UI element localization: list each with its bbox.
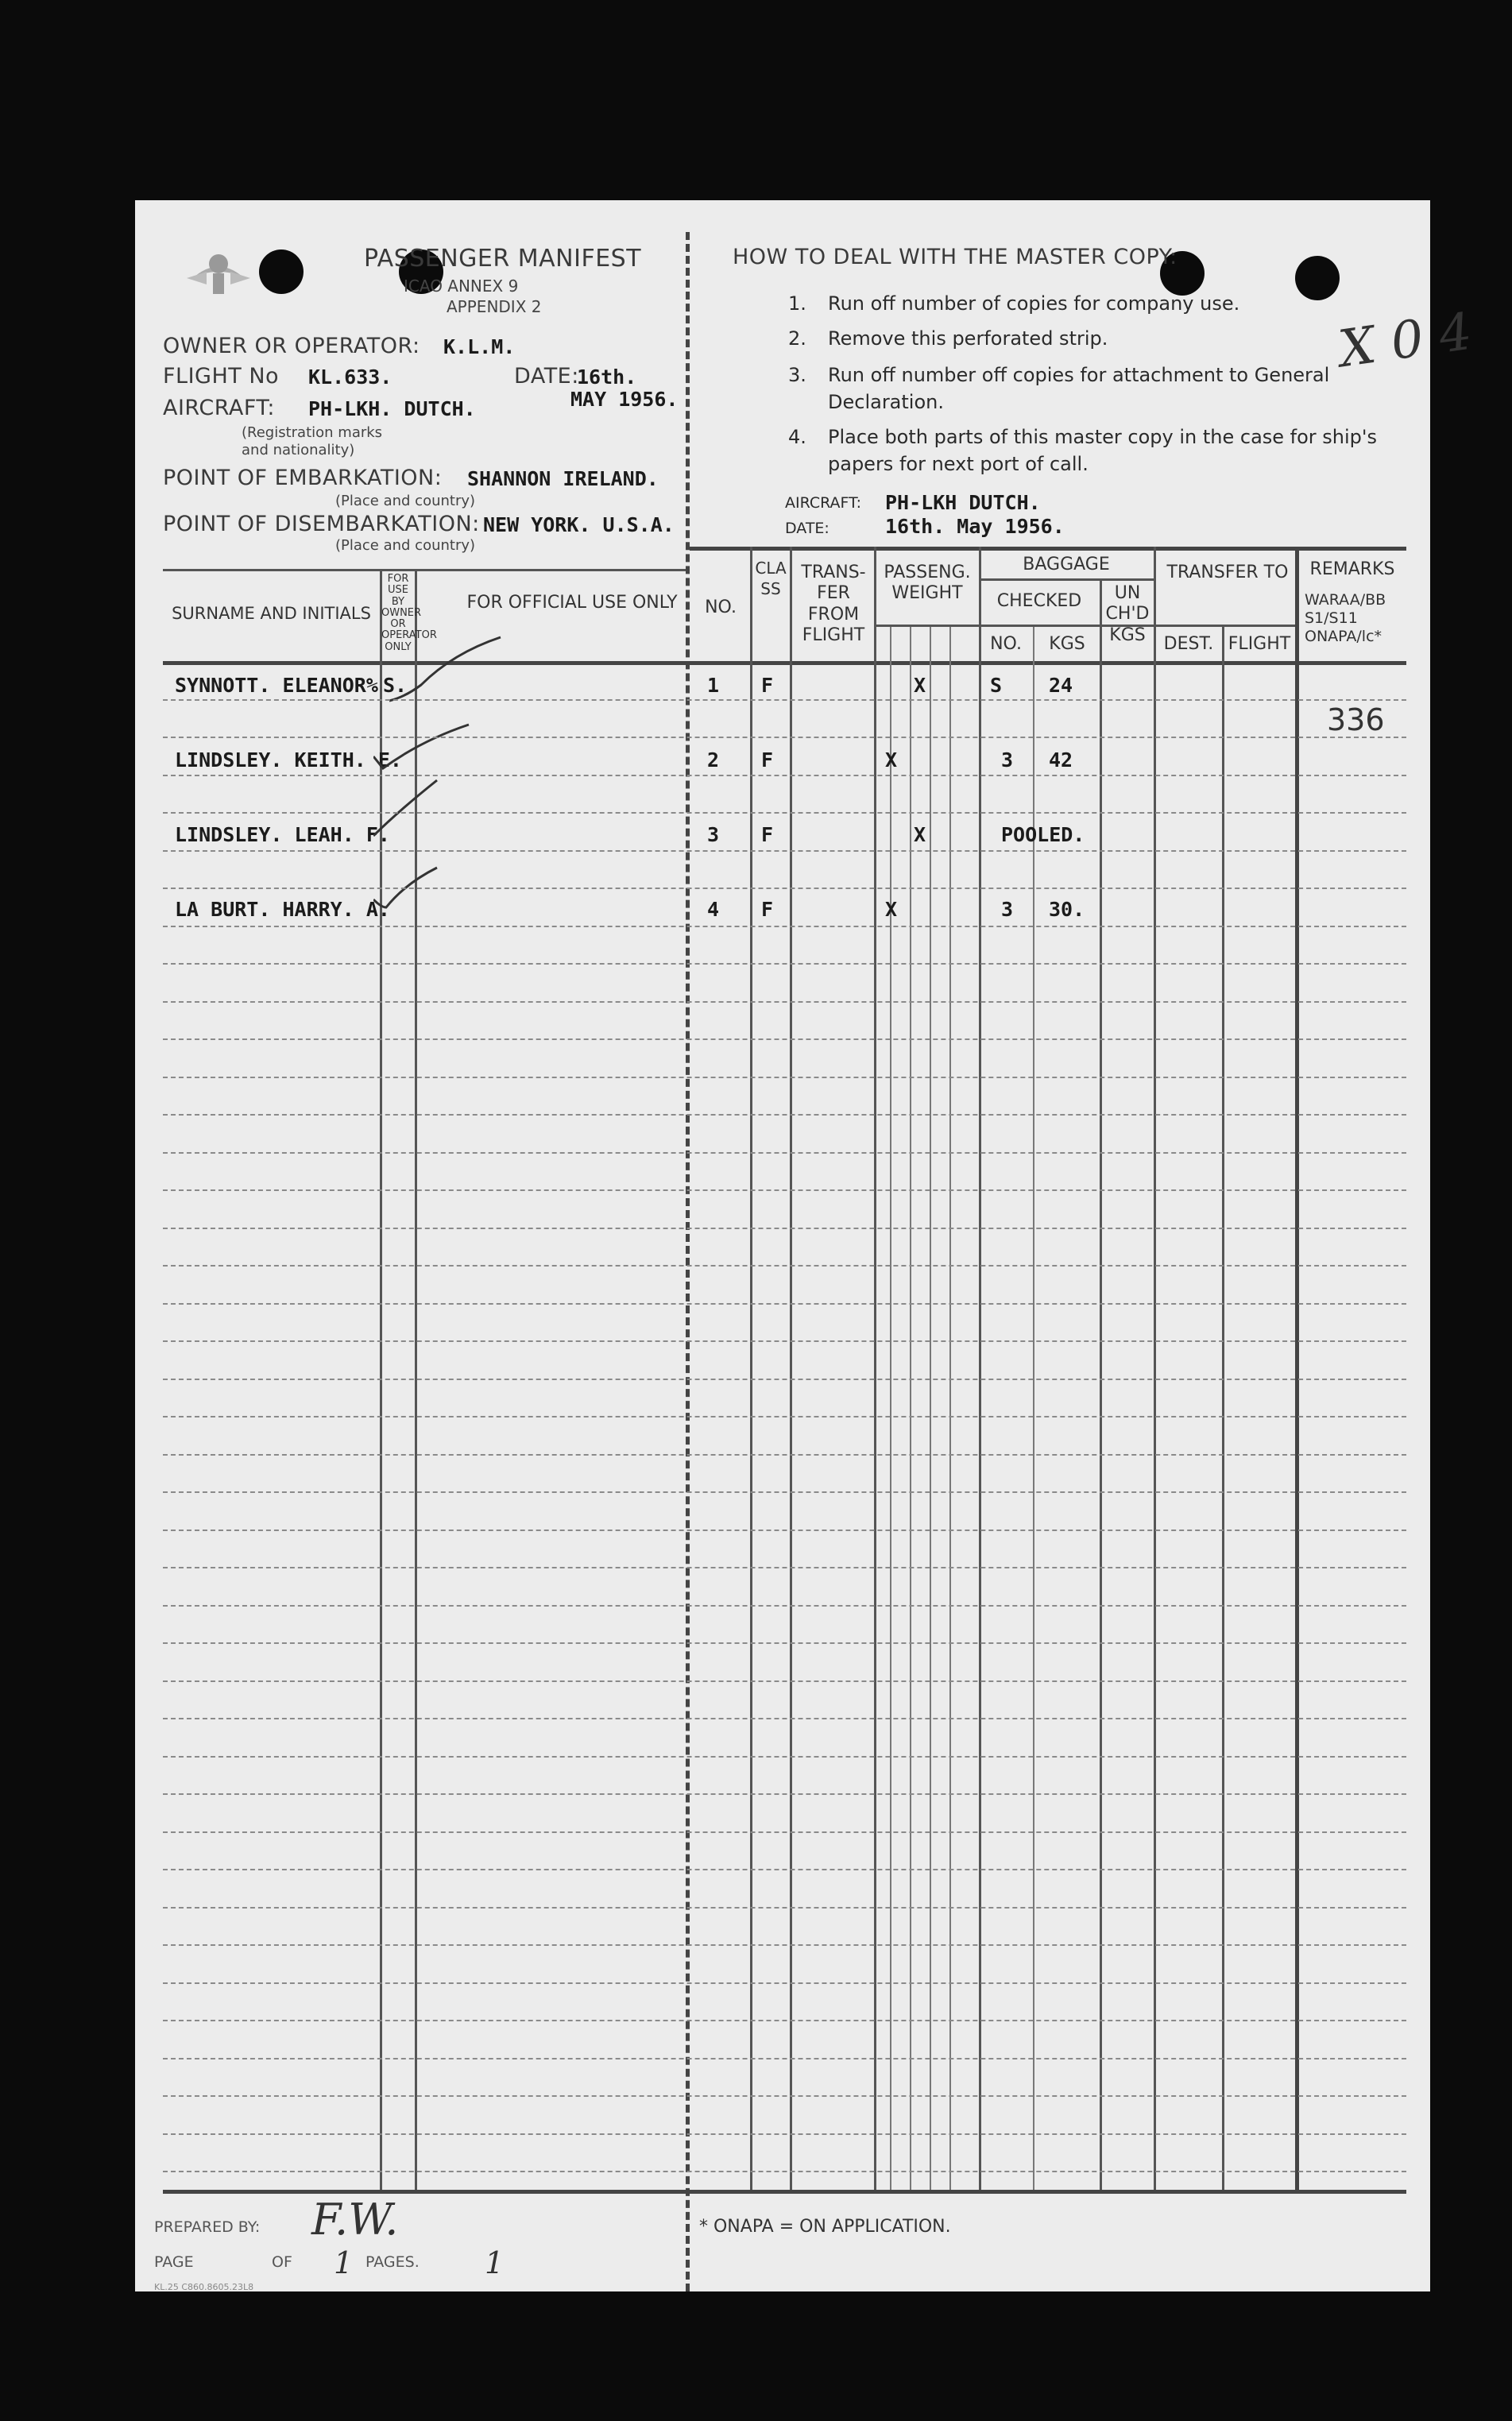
page-total: 1 xyxy=(334,2245,354,2280)
col-header-bag-kgs: KGS xyxy=(1049,634,1085,654)
remarks-number: 336 xyxy=(1327,702,1385,737)
pages-label: PAGES. xyxy=(365,2253,420,2271)
step-3-text-line2: Declaration. xyxy=(828,391,944,413)
of-label: OF xyxy=(272,2253,292,2271)
disembarkation-note: (Place and country) xyxy=(335,537,476,554)
col-divider xyxy=(874,547,876,2190)
table-row-line xyxy=(163,775,1406,776)
step-3-text-line1: Run off number off copies for attachment to General xyxy=(828,364,1330,386)
step-4-text-line2: papers for next port of call. xyxy=(828,453,1089,475)
official-check-marks-icon xyxy=(373,613,675,963)
col-divider xyxy=(790,547,792,2190)
page-number: 1 xyxy=(485,2245,505,2280)
step-4-text-line1: Place both parts of this master copy in the case for ship's xyxy=(828,426,1378,448)
table-row-line xyxy=(163,1567,1406,1568)
table-row-line xyxy=(163,1001,1406,1003)
table-row-line xyxy=(163,1982,1406,1984)
table-top-border-left xyxy=(163,569,686,571)
table-row-line xyxy=(163,1379,1406,1380)
passenger-1-bag-kgs: 24 xyxy=(1049,674,1073,697)
table-row-line xyxy=(163,1642,1406,1644)
table-row-line xyxy=(163,1605,1406,1607)
master-copy-title: HOW TO DEAL WITH THE MASTER COPY: xyxy=(733,245,1178,269)
table-row-line xyxy=(163,2058,1406,2059)
step-2-number: 2. xyxy=(788,327,806,350)
table-row-line xyxy=(163,1303,1406,1305)
passenger-2-bag-kgs: 42 xyxy=(1049,748,1073,772)
handwritten-side-mark: X 0 4 xyxy=(1335,302,1476,380)
passenger-1-owner: S. xyxy=(383,674,408,697)
passenger-3-no: 3 xyxy=(707,823,720,846)
col-divider xyxy=(1100,578,1102,2190)
embarkation-note: (Place and country) xyxy=(335,493,476,509)
step-1-text: Run off number of copies for company use. xyxy=(828,292,1240,315)
table-row-line xyxy=(163,2095,1406,2097)
owner-operator-label: OWNER OR OPERATOR: xyxy=(163,334,420,358)
table-row-line xyxy=(163,1114,1406,1116)
owner-operator-value: K.L.M. xyxy=(443,335,516,358)
col-header-no: NO. xyxy=(705,598,737,617)
passenger-4-weight: X xyxy=(885,898,898,921)
col-divider xyxy=(1154,547,1156,2190)
col-header-dest: DEST. xyxy=(1163,634,1214,654)
passenger-4-name: LA BURT. HARRY. A. xyxy=(175,898,390,921)
col-header-remarks: REMARKS xyxy=(1309,559,1395,579)
passenger-1-no: 1 xyxy=(707,674,720,697)
col-divider xyxy=(750,547,752,2190)
aircraft-note-2: and nationality) xyxy=(242,442,355,458)
col-header-passeng-weight: PASSENG. WEIGHT xyxy=(884,563,971,604)
col-header-owner-use: FOR USE BY OWNER OR OPERATOR ONLY xyxy=(381,573,437,653)
step-1-number: 1. xyxy=(788,292,806,315)
col-header-transfer-from: TRANS- FER FROM FLIGHT xyxy=(801,563,866,646)
signature: F.W. xyxy=(311,2195,399,2245)
passenger-2-bag-no: 3 xyxy=(1001,748,1014,772)
col-header-remarks-codes: WARAA/BB S1/S11 ONAPA/lc* xyxy=(1305,591,1386,645)
onapa-note: * ONAPA = ON APPLICATION. xyxy=(699,2217,951,2237)
table-row-line xyxy=(163,1491,1406,1493)
table-bottom-border xyxy=(163,2190,1406,2194)
passenger-3-weight: X xyxy=(914,823,926,846)
table-row-line xyxy=(163,1907,1406,1909)
date-label: DATE: xyxy=(514,364,579,389)
passenger-3-class: F xyxy=(761,823,774,846)
subheader-line xyxy=(874,625,1295,627)
appendix-label: APPENDIX 2 xyxy=(447,297,542,316)
passenger-2-no: 2 xyxy=(707,748,720,772)
embarkation-label: POINT OF EMBARKATION: xyxy=(163,466,443,490)
col-divider xyxy=(910,625,911,2190)
table-row-line xyxy=(163,1530,1406,1531)
flight-no-value: KL.633. xyxy=(308,365,393,389)
table-row-line xyxy=(163,1340,1406,1342)
passenger-2-weight: X xyxy=(885,748,898,772)
table-row-line xyxy=(163,1228,1406,1229)
table-row-line xyxy=(163,1718,1406,1719)
table-row-line xyxy=(163,1416,1406,1417)
form-title: PASSENGER MANIFEST xyxy=(364,245,642,273)
table-row-line xyxy=(163,1454,1406,1456)
col-divider xyxy=(930,625,931,2190)
passenger-4-no: 4 xyxy=(707,898,720,921)
klm-crown-logo-icon xyxy=(183,237,254,300)
table-row-line xyxy=(163,737,1406,738)
col-header-transfer-to: TRANSFER TO xyxy=(1166,563,1289,582)
master-aircraft-value: PH-LKH DUTCH. xyxy=(885,491,1041,514)
punch-hole xyxy=(259,249,304,294)
col-header-surname: SURNAME AND INITIALS xyxy=(172,604,371,623)
passenger-4-bag-kgs: 30. xyxy=(1049,898,1085,921)
step-3-number: 3. xyxy=(788,364,806,386)
table-row-line xyxy=(163,1189,1406,1191)
aircraft-value: PH-LKH. DUTCH. xyxy=(308,397,476,420)
table-row-line xyxy=(163,2020,1406,2021)
col-header-bag-no: NO. xyxy=(990,634,1022,654)
table-row-line xyxy=(163,1152,1406,1154)
passenger-1-name: SYNNOTT. ELEANOR% xyxy=(175,674,378,697)
disembarkation-label: POINT OF DISEMBARKATION: xyxy=(163,512,480,536)
col-divider xyxy=(1295,547,1299,2190)
table-row-line xyxy=(163,888,1406,889)
col-divider xyxy=(890,625,891,2190)
passenger-3-bag-kgs: POOLED. xyxy=(1001,823,1085,846)
col-header-baggage: BAGGAGE xyxy=(1023,555,1110,574)
master-aircraft-label: AIRCRAFT: xyxy=(785,494,862,512)
col-divider xyxy=(979,547,981,2190)
prepared-by-label: PREPARED BY: xyxy=(154,2218,261,2236)
passenger-1-bag-no: S xyxy=(990,674,1003,697)
col-header-flight: FLIGHT xyxy=(1228,634,1291,654)
col-divider xyxy=(1222,625,1224,2190)
table-row-line xyxy=(163,926,1406,927)
disembarkation-value: NEW YORK. U.S.A. xyxy=(483,513,675,536)
table-row-line xyxy=(163,1038,1406,1040)
punch-hole xyxy=(1295,256,1340,300)
col-divider xyxy=(949,625,951,2190)
step-2-text: Remove this perforated strip. xyxy=(828,327,1108,350)
passenger-3-name: LINDSLEY. LEAH. F. xyxy=(175,823,390,846)
manifest-form xyxy=(135,200,1476,2292)
table-row-line xyxy=(163,1077,1406,1078)
table-row-line xyxy=(163,812,1406,814)
col-header-official-use: FOR OFFICIAL USE ONLY xyxy=(466,593,678,613)
step-4-number: 4. xyxy=(788,426,806,448)
baggage-sub-line xyxy=(979,578,1154,581)
date-value-day: 16th. xyxy=(577,365,637,389)
passenger-2-class: F xyxy=(761,748,774,772)
aircraft-label: AIRCRAFT: xyxy=(163,396,276,420)
table-row-line xyxy=(163,963,1406,965)
passenger-1-weight: X xyxy=(914,674,926,697)
table-row-line xyxy=(163,1793,1406,1795)
date-value-month-year: MAY 1956. xyxy=(570,388,679,411)
flight-no-label: FLIGHT No xyxy=(163,364,280,389)
passenger-1-class: F xyxy=(761,674,774,697)
table-row-line xyxy=(163,1869,1406,1870)
col-header-checked: CHECKED xyxy=(996,591,1082,611)
table-row-line xyxy=(163,2133,1406,2135)
embarkation-value: SHANNON IRELAND. xyxy=(467,467,659,490)
table-row-line xyxy=(163,1265,1406,1267)
form-code: KL.25 C860.8605.23L8 xyxy=(154,2282,254,2292)
col-header-class: CLASS xyxy=(755,559,787,598)
passenger-4-class: F xyxy=(761,898,774,921)
col-header-unchd: UN CH'D KGS xyxy=(1105,583,1150,645)
passenger-2-name: LINDSLEY. KEITH. E. xyxy=(175,748,402,772)
master-date-value: 16th. May 1956. xyxy=(885,515,1065,538)
table-row-line xyxy=(163,1680,1406,1682)
table-row-line xyxy=(163,850,1406,852)
table-row-line xyxy=(163,699,1406,701)
table-row-line xyxy=(163,1944,1406,1946)
master-date-label: DATE: xyxy=(785,520,829,537)
page-label: PAGE xyxy=(154,2253,194,2271)
passenger-4-bag-no: 3 xyxy=(1001,898,1014,921)
aircraft-note-1: (Registration marks xyxy=(242,424,383,441)
col-divider xyxy=(1033,625,1034,2190)
table-row-line xyxy=(163,2171,1406,2172)
table-row-line xyxy=(163,1831,1406,1833)
table-header-bottom-border xyxy=(163,661,1406,665)
table-row-line xyxy=(163,1756,1406,1758)
icao-annex-label: ICAO ANNEX 9 xyxy=(404,277,519,296)
